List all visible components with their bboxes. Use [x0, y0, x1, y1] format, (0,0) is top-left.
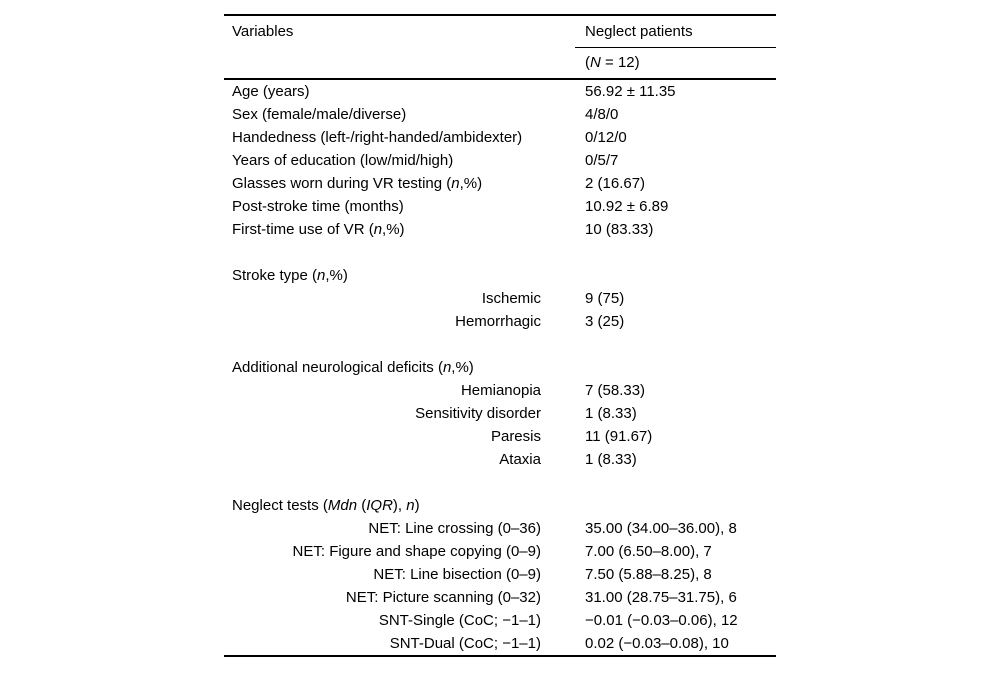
patient-characteristics-table — [224, 14, 776, 657]
table-row — [224, 563, 776, 586]
row-label — [224, 103, 575, 126]
table-row — [224, 632, 776, 655]
row-label — [224, 586, 575, 609]
row-label — [224, 195, 575, 218]
row-value: 3 (25) — [585, 313, 625, 330]
table-row — [224, 586, 776, 609]
row-label — [224, 448, 575, 471]
row-value — [575, 494, 776, 517]
table-row — [224, 264, 776, 287]
text-run: Sensitivity disorder — [415, 405, 541, 422]
row-value: 10.92 ± 6.89 — [585, 198, 669, 215]
row-label — [224, 356, 575, 379]
table-row — [224, 172, 776, 195]
row-value: 11 (91.67) — [585, 428, 653, 445]
row-label — [224, 172, 575, 195]
table-row — [224, 287, 776, 310]
row-value: 9 (75) — [585, 290, 625, 307]
table-row — [224, 517, 776, 540]
text-run: Years of education (low/mid/high) — [232, 152, 454, 169]
row-label — [224, 310, 575, 333]
column-header-variables: Variables — [232, 23, 294, 40]
row-value: 1 (8.33) — [585, 451, 637, 468]
table-row — [224, 609, 776, 632]
row-value: 35.00 (34.00–36.00), 8 — [585, 520, 737, 537]
table-row — [224, 195, 776, 218]
text-run: ( — [357, 497, 367, 514]
row-value: 4/8/0 — [585, 106, 619, 123]
row-label — [224, 609, 575, 632]
row-value: 31.00 (28.75–31.75), 6 — [585, 589, 737, 606]
row-label — [224, 149, 575, 172]
text-run: First-time use of VR ( — [232, 221, 374, 238]
table-spacer-row — [224, 471, 776, 494]
row-label — [224, 402, 575, 425]
text-run: Hemianopia — [460, 382, 541, 399]
row-label — [224, 517, 575, 540]
text-run: ) — [414, 497, 420, 514]
page — [0, 14, 1000, 657]
text-run: SNT-Dual (CoC; −1–1) — [389, 635, 541, 652]
table-row — [224, 356, 776, 379]
text-run: Neglect tests ( — [232, 497, 328, 514]
row-value — [575, 356, 776, 379]
italic-text-run: n — [442, 359, 452, 376]
row-label — [224, 540, 575, 563]
text-run: Stroke type ( — [232, 267, 318, 284]
text-run: ( — [585, 54, 590, 71]
row-label — [224, 126, 575, 149]
italic-text-run: n — [406, 497, 415, 514]
text-run: Additional neurological deficits ( — [232, 359, 443, 376]
table-row — [224, 448, 776, 471]
table-row — [224, 149, 776, 172]
row-label — [224, 287, 575, 310]
table-spacer-row — [224, 333, 776, 356]
row-label — [224, 563, 575, 586]
row-value: 7.50 (5.88–8.25), 8 — [585, 566, 712, 583]
row-label — [224, 218, 575, 241]
row-value: 7 (58.33) — [585, 382, 646, 399]
text-run: NET: Line crossing (0–36) — [368, 520, 541, 537]
table-row — [224, 126, 776, 149]
italic-text-run: n — [373, 221, 383, 238]
text-run: Ischemic — [481, 290, 541, 307]
text-run: NET: Picture scanning (0–32) — [345, 589, 541, 606]
text-run: Hemorrhagic — [455, 313, 541, 330]
text-run: Handedness (left-/right-handed/ambidexter) — [232, 129, 523, 146]
italic-text-run: n — [451, 175, 460, 192]
row-value: 56.92 ± 11.35 — [585, 83, 676, 100]
table-row — [224, 379, 776, 402]
text-run: NET: Line bisection (0–9) — [373, 566, 541, 583]
italic-text-run: IQR — [366, 497, 393, 514]
row-value: 1 (8.33) — [585, 405, 637, 422]
row-value: 7.00 (6.50–8.00), 7 — [585, 543, 712, 560]
row-label — [224, 425, 575, 448]
row-value: 10 (83.33) — [585, 221, 654, 238]
table-header-row-1 — [224, 16, 776, 47]
row-label — [224, 80, 575, 103]
text-run: NET: Figure and shape copying (0–9) — [292, 543, 541, 560]
column-header-neglect-patients: Neglect patients — [575, 16, 776, 48]
text-run: = 12) — [600, 54, 640, 71]
row-value: 2 (16.67) — [585, 175, 646, 192]
text-run: Age (years) — [232, 83, 310, 100]
italic-text-run: n — [317, 267, 326, 284]
text-run: ,%) — [451, 359, 474, 376]
row-label — [224, 632, 575, 655]
column-header-sample-size — [575, 47, 776, 78]
text-run: Paresis — [490, 428, 541, 445]
table-row — [224, 402, 776, 425]
row-value: −0.01 (−0.03–0.06), 12 — [585, 612, 738, 629]
text-run: ,%) — [325, 267, 348, 284]
row-value: 0.02 (−0.03–0.08), 10 — [585, 635, 729, 652]
row-label — [224, 379, 575, 402]
italic-text-run: N — [590, 54, 601, 71]
table-row — [224, 80, 776, 103]
row-value: 0/12/0 — [585, 129, 627, 146]
text-run: SNT-Single (CoC; −1–1) — [378, 612, 541, 629]
table-spacer-row — [224, 241, 776, 264]
row-value: 0/5/7 — [585, 152, 619, 169]
table-body — [224, 80, 776, 655]
text-run: ,%) — [459, 175, 483, 192]
text-run: Sex (female/male/diverse) — [232, 106, 407, 123]
italic-text-run: Mdn — [327, 497, 358, 514]
row-value — [575, 264, 776, 287]
table-bottom-rule — [224, 655, 776, 657]
text-run: Post-stroke time (months) — [232, 198, 404, 215]
text-run: Glasses worn during VR testing ( — [232, 175, 452, 192]
text-run: ), — [392, 497, 407, 514]
table-row — [224, 540, 776, 563]
column-header-empty — [224, 47, 575, 78]
row-label — [224, 494, 575, 517]
row-label — [224, 264, 575, 287]
table-row — [224, 310, 776, 333]
table-row — [224, 494, 776, 517]
text-run: Ataxia — [499, 451, 541, 468]
table-row — [224, 425, 776, 448]
table-row — [224, 218, 776, 241]
text-run: ,%) — [382, 221, 405, 238]
table-row — [224, 103, 776, 126]
table-header-row-2 — [224, 47, 776, 78]
